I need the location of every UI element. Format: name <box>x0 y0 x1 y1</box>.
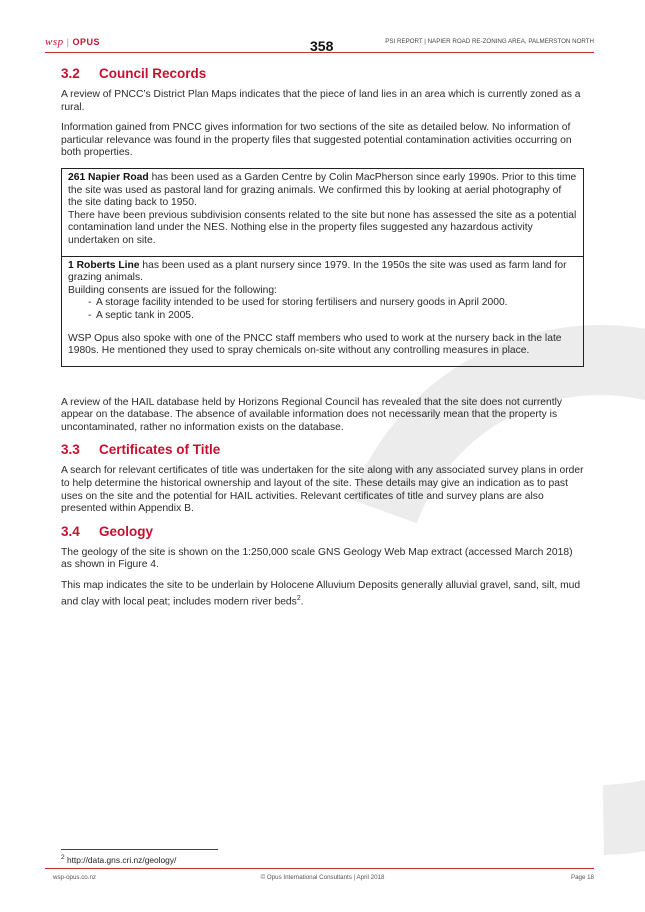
page-stamp-number: 358 <box>310 38 334 54</box>
section-title: Council Records <box>99 66 207 81</box>
paragraph <box>61 580 584 609</box>
footer-copyright: © Opus International Consultants | April 2018 <box>260 874 385 881</box>
section-title: Geology <box>99 523 154 539</box>
header-divider <box>45 52 594 53</box>
footer-website[interactable]: wsp-opus.co.nz <box>53 874 96 881</box>
site-record-napier-road <box>62 169 583 256</box>
site-description: There have been previous subdivision consents related to the site but none has assessed the site as a potential contamination land under the NES. Nothing else in the property files suggested any hazardous activity undertaken on site. <box>68 209 577 246</box>
site-name: 1 Roberts Line <box>68 259 140 271</box>
site-description: Building consents are issued for the following: <box>68 284 277 296</box>
section-number: 3.4 <box>61 523 80 539</box>
paragraph: The geology of the site is shown on the 1:250,000 scale GNS Geology Web Map extract (accessed March 2018) as shown in Figure 4. <box>61 546 573 571</box>
footnote-marker: 2 <box>61 854 65 861</box>
paragraph: A review of the HAIL database held by Horizons Regional Council has revealed that the site does not currently appear on the database. The absence of available information does not necessarily mean that the property is uncontaminated, rather no information exists on the database. <box>61 396 563 433</box>
section-number: 3.2 <box>61 66 80 81</box>
section-heading-geology <box>61 524 584 539</box>
section-title: Certificates of Title <box>99 442 221 458</box>
footnote-link[interactable]: http://data.gns.cri.nz/geology/ <box>64 854 177 865</box>
paragraph: Information gained from PNCC gives information for two sections of the site as detailed below. No information of particular relevance was found in the property files that suggested potential contamination activities occurring on both properties. <box>61 122 572 159</box>
logo-opus: OPUS <box>72 37 100 47</box>
footnote-divider <box>61 849 218 850</box>
footer-page-number: Page 18 <box>570 874 594 881</box>
site-description: WSP Opus also spoke with one of the PNCC staff members who used to work at the nursery back in the late 1980s. He mentioned they used to spray chemicals on-site without any controlling measures in place. <box>68 332 562 357</box>
site-record-roberts-line <box>62 256 583 366</box>
company-logo <box>45 36 100 48</box>
page-content <box>61 62 584 617</box>
section-number: 3.3 <box>61 442 80 458</box>
logo-separator: | <box>66 37 70 47</box>
logo-wsp: wsp <box>45 36 64 48</box>
paragraph: A search for relevant certificates of title was undertaken for the site along with any associated survey plans in order to help determine the historical ownership and layout of the site. These details may give an indication as to past uses on the site and the potential for HAIL activities. Relevant certificates of title and survey plans are also presented within Appendix B. <box>61 465 584 515</box>
footer-divider <box>45 868 594 869</box>
paragraph-text: This map indicates the site to be underlain by Holocene Alluvium Deposits generally alluvial gravel, sand, silt, mud and clay with local peat; includes modern river beds <box>61 580 581 608</box>
paragraph-end: . <box>300 596 304 608</box>
list-item: - A storage facility intended to be used for storing fertilisers and nursery goods in April 2000. <box>68 297 577 310</box>
section-heading-council-records <box>61 66 584 81</box>
footnote-reference[interactable]: 2 <box>296 594 301 602</box>
site-description: has been used as a Garden Centre by Colin MacPherson since early 1990s. Prior to this time the site was used as pastoral land for grazing animals. We confirmed this by looking at aerial photography of the site dating back to 1950. <box>68 171 577 209</box>
site-records-table <box>61 168 584 367</box>
report-title: PSI REPORT | NAPIER ROAD RE-ZONING AREA, PALMERSTON NORTH <box>385 38 594 45</box>
footnote <box>61 854 176 865</box>
section-heading-certificates-of-title <box>61 442 584 457</box>
paragraph: A review of PNCC’s District Plan Maps indicates that the piece of land lies in an area which is currently zoned as a rural. <box>61 89 581 113</box>
consent-list <box>68 297 577 322</box>
site-name: 261 Napier Road <box>68 171 149 183</box>
site-description: has been used as a plant nursery since 1979. In the 1950s the site was used as farm land for grazing animals. <box>68 259 567 284</box>
list-item: - A septic tank in 2005. <box>68 310 577 323</box>
